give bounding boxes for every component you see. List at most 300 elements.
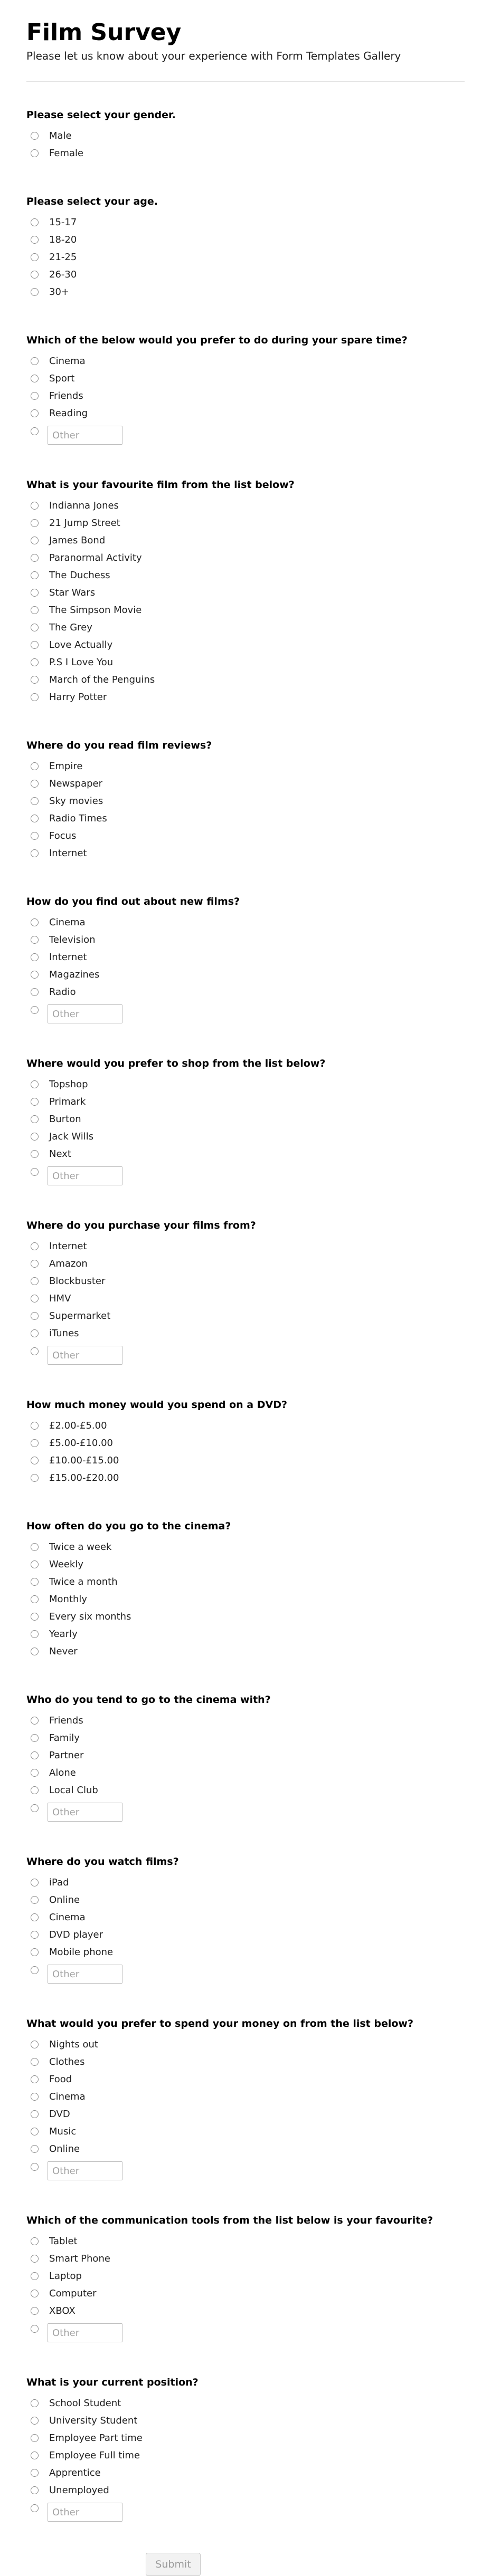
question-label: Which of the communication tools from the list below is your favourite?	[26, 2215, 433, 2226]
radio-option[interactable]	[26, 2412, 465, 2429]
radio-option-label: Male	[49, 130, 72, 141]
radio-option-label: School Student	[49, 2397, 121, 2409]
radio-option[interactable]	[26, 283, 465, 301]
radio-button[interactable]	[31, 589, 39, 597]
radio-button[interactable]	[31, 357, 39, 365]
radio-option-label: Blockbuster	[49, 1275, 106, 1287]
radio-button[interactable]	[31, 1457, 39, 1464]
radio-option-label: £5.00-£10.00	[49, 1437, 114, 1449]
radio-option-label: Family	[49, 1732, 80, 1744]
radio-option[interactable]	[26, 1093, 465, 1110]
radio-option-label: March of the Penguins	[49, 674, 155, 685]
radio-option[interactable]	[26, 2285, 465, 2302]
other-option[interactable]	[26, 422, 465, 445]
radio-button[interactable]	[31, 1422, 39, 1430]
radio-option-label: HMV	[49, 1292, 71, 1304]
radio-option[interactable]	[26, 1417, 465, 1434]
radio-option[interactable]	[26, 1909, 465, 1926]
radio-option[interactable]	[26, 2464, 465, 2482]
radio-option[interactable]	[26, 1325, 465, 1342]
radio-option[interactable]	[26, 2447, 465, 2464]
radio-option-label: Cinema	[49, 2091, 86, 2102]
radio-button[interactable]	[31, 936, 39, 944]
other-option[interactable]	[26, 1163, 465, 1186]
radio-button[interactable]	[31, 2075, 39, 2083]
question-label: How much money would you spend on a DVD?	[26, 1399, 287, 1411]
radio-option[interactable]	[26, 2482, 465, 2499]
radio-option[interactable]	[26, 1076, 465, 1093]
radio-button[interactable]	[31, 1133, 39, 1141]
radio-button[interactable]	[31, 1329, 39, 1337]
radio-option[interactable]	[26, 1591, 465, 1608]
form-subtitle: Please let us know about your experience with Form Templates Gallery	[26, 50, 401, 62]
header-divider	[26, 81, 465, 82]
radio-button[interactable]	[31, 1896, 39, 1904]
radio-option[interactable]	[26, 567, 465, 584]
radio-button[interactable]	[31, 2110, 39, 2118]
radio-button[interactable]	[31, 519, 39, 527]
radio-option-label: Food	[49, 2073, 72, 2085]
radio-button[interactable]	[31, 1613, 39, 1621]
radio-option[interactable]	[26, 532, 465, 549]
radio-option-label: 15-17	[49, 216, 77, 228]
radio-option-label: Internet	[49, 951, 87, 963]
radio-button[interactable]	[31, 2434, 39, 2442]
question-block	[26, 1498, 465, 1672]
radio-option-label: Paranormal Activity	[49, 552, 142, 563]
radio-option[interactable]	[26, 636, 465, 654]
radio-option-label: Computer	[49, 2287, 97, 2299]
radio-button[interactable]	[31, 554, 39, 562]
radio-button[interactable]	[31, 271, 39, 279]
radio-option[interactable]	[26, 1272, 465, 1290]
radio-option[interactable]	[26, 2429, 465, 2447]
radio-option-label: 18-20	[49, 234, 77, 245]
radio-option-label: Empire	[49, 760, 83, 772]
other-text-input[interactable]	[48, 1166, 122, 1185]
questions-list	[26, 87, 465, 2534]
radio-option-label: Local Club	[49, 1784, 98, 1796]
radio-option[interactable]	[26, 2123, 465, 2140]
radio-button[interactable]	[31, 762, 39, 770]
radio-option[interactable]	[26, 231, 465, 248]
question-label: How do you find out about new films?	[26, 896, 240, 907]
radio-option[interactable]	[26, 671, 465, 688]
radio-option[interactable]	[26, 1764, 465, 1782]
radio-option[interactable]	[26, 2302, 465, 2320]
radio-option-label: Topshop	[49, 1078, 88, 1090]
radio-option[interactable]	[26, 2088, 465, 2105]
radio-option-label: Internet	[49, 847, 87, 859]
radio-button[interactable]	[31, 1578, 39, 1586]
radio-option[interactable]	[26, 931, 465, 949]
question-block	[26, 2192, 465, 2354]
radio-option[interactable]	[26, 949, 465, 966]
radio-option-label: Online	[49, 2143, 80, 2154]
radio-option[interactable]	[26, 266, 465, 283]
radio-option-label: Laptop	[49, 2270, 82, 2282]
radio-option-label: Primark	[49, 1096, 86, 1107]
radio-option[interactable]	[26, 983, 465, 1001]
radio-option-label: iPad	[49, 1876, 69, 1888]
radio-button[interactable]	[31, 253, 39, 261]
radio-option[interactable]	[26, 1307, 465, 1325]
question-block	[26, 1996, 465, 2192]
radio-button[interactable]	[31, 797, 39, 805]
radio-button[interactable]	[31, 2399, 39, 2407]
radio-button[interactable]	[31, 2290, 39, 2297]
radio-option[interactable]	[26, 2250, 465, 2267]
radio-option-label: Weekly	[49, 1558, 83, 1570]
radio-option-label: Television	[49, 934, 96, 945]
radio-button[interactable]	[31, 1879, 39, 1886]
radio-option-label: Amazon	[49, 1258, 88, 1269]
other-radio-button[interactable]	[31, 1804, 39, 1812]
radio-button[interactable]	[31, 676, 39, 684]
radio-button[interactable]	[31, 693, 39, 701]
radio-option-label: The Grey	[49, 621, 92, 633]
question-label: Where do you purchase your films from?	[26, 1220, 256, 1231]
radio-option-label: Supermarket	[49, 1310, 111, 1321]
radio-option-label: XBOX	[49, 2305, 75, 2316]
radio-option-label: Apprentice	[49, 2467, 101, 2478]
other-option[interactable]	[26, 2320, 465, 2343]
radio-button[interactable]	[31, 571, 39, 579]
radio-option-label: P.S I Love You	[49, 656, 114, 668]
radio-button[interactable]	[31, 1080, 39, 1088]
radio-button[interactable]	[31, 2128, 39, 2136]
other-radio-button[interactable]	[31, 427, 39, 435]
radio-option[interactable]	[26, 966, 465, 983]
radio-option-label: 26-30	[49, 269, 77, 280]
radio-option[interactable]	[26, 1643, 465, 1660]
radio-button[interactable]	[31, 1260, 39, 1268]
radio-button[interactable]	[31, 2255, 39, 2263]
radio-option-label: Employee Full time	[49, 2449, 140, 2461]
radio-option[interactable]	[26, 127, 465, 145]
other-option[interactable]	[26, 1799, 465, 1822]
radio-button[interactable]	[31, 1913, 39, 1921]
radio-option[interactable]	[26, 584, 465, 601]
other-radio-button[interactable]	[31, 2163, 39, 2171]
radio-button[interactable]	[31, 1150, 39, 1158]
radio-button[interactable]	[31, 2417, 39, 2425]
other-radio-button[interactable]	[31, 1006, 39, 1014]
radio-button[interactable]	[31, 375, 39, 382]
radio-option[interactable]	[26, 497, 465, 514]
other-radio-button[interactable]	[31, 2325, 39, 2333]
other-text-input[interactable]	[48, 426, 122, 445]
radio-option-label: The Simpson Movie	[49, 604, 142, 616]
radio-option-label: Cinema	[49, 355, 86, 367]
radio-option[interactable]	[26, 2105, 465, 2123]
radio-option-label: The Duchess	[49, 569, 110, 581]
radio-button[interactable]	[31, 1769, 39, 1777]
radio-option-label: DVD player	[49, 1929, 103, 1940]
radio-option[interactable]	[26, 1469, 465, 1487]
radio-option-label: Smart Phone	[49, 2253, 110, 2264]
radio-option-label: Love Actually	[49, 639, 113, 650]
radio-button[interactable]	[31, 849, 39, 857]
radio-option-label: Indianna Jones	[49, 500, 119, 511]
radio-button[interactable]	[31, 1786, 39, 1794]
other-radio-button[interactable]	[31, 1168, 39, 1176]
radio-option-label: Clothes	[49, 2056, 85, 2067]
other-radio-button[interactable]	[31, 1347, 39, 1355]
other-text-input[interactable]	[48, 1965, 122, 1984]
question-label: Where do you read film reviews?	[26, 740, 212, 751]
radio-option[interactable]	[26, 2233, 465, 2250]
radio-option-label: £15.00-£20.00	[49, 1472, 119, 1483]
radio-button[interactable]	[31, 2307, 39, 2315]
radio-option[interactable]	[26, 845, 465, 862]
question-block	[26, 312, 465, 457]
radio-button[interactable]	[31, 1931, 39, 1939]
radio-option[interactable]	[26, 1625, 465, 1643]
question-label: Where do you watch films?	[26, 1856, 179, 1868]
radio-button[interactable]	[31, 2237, 39, 2245]
radio-button[interactable]	[31, 1474, 39, 1482]
question-label: Please select your age.	[26, 196, 158, 207]
radio-button[interactable]	[31, 1312, 39, 1320]
other-text-input[interactable]	[48, 1803, 122, 1822]
radio-button[interactable]	[31, 1717, 39, 1725]
radio-button[interactable]	[31, 1277, 39, 1285]
radio-option[interactable]	[26, 688, 465, 706]
radio-option[interactable]	[26, 145, 465, 162]
radio-option[interactable]	[26, 1729, 465, 1747]
radio-option-label: Employee Part time	[49, 2432, 143, 2444]
radio-option-label: Nights out	[49, 2038, 98, 2050]
radio-button[interactable]	[31, 236, 39, 244]
radio-option[interactable]	[26, 514, 465, 532]
radio-option[interactable]	[26, 1747, 465, 1764]
radio-option-label: Monthly	[49, 1593, 88, 1605]
radio-option[interactable]	[26, 1110, 465, 1128]
radio-option[interactable]	[26, 1608, 465, 1625]
other-text-input[interactable]	[48, 2161, 122, 2180]
radio-option[interactable]	[26, 775, 465, 792]
radio-option-label: Magazines	[49, 969, 100, 980]
radio-option[interactable]	[26, 914, 465, 931]
radio-option-label: Reading	[49, 407, 88, 419]
radio-button[interactable]	[31, 971, 39, 979]
radio-option[interactable]	[26, 2053, 465, 2071]
radio-button[interactable]	[31, 218, 39, 226]
radio-button[interactable]	[31, 2486, 39, 2494]
radio-button[interactable]	[31, 832, 39, 840]
radio-button[interactable]	[31, 2272, 39, 2280]
radio-option[interactable]	[26, 1128, 465, 1145]
radio-option[interactable]	[26, 370, 465, 387]
radio-button[interactable]	[31, 502, 39, 510]
radio-button[interactable]	[31, 1098, 39, 1106]
radio-button[interactable]	[31, 1115, 39, 1123]
radio-button[interactable]	[31, 1751, 39, 1759]
other-option[interactable]	[26, 2499, 465, 2522]
question-label: Which of the below would you prefer to do during your spare time?	[26, 334, 408, 346]
question-label: How often do you go to the cinema?	[26, 1520, 231, 1532]
radio-button[interactable]	[31, 2041, 39, 2048]
submit-button[interactable]: Submit	[146, 2553, 201, 2576]
question-block	[26, 1834, 465, 1996]
radio-option[interactable]	[26, 2036, 465, 2053]
question-label: What would you prefer to spend your money on from the list below?	[26, 2018, 414, 2029]
question-label: Where would you prefer to shop from the list below?	[26, 1058, 326, 1069]
radio-option[interactable]	[26, 601, 465, 619]
other-option[interactable]	[26, 1961, 465, 1984]
radio-button[interactable]	[31, 624, 39, 631]
radio-option-label: Partner	[49, 1749, 84, 1761]
radio-option-label: 21-25	[49, 251, 77, 263]
radio-option-label: Newspaper	[49, 778, 102, 789]
radio-option[interactable]	[26, 1145, 465, 1163]
radio-option-label: Cinema	[49, 1911, 86, 1923]
radio-button[interactable]	[31, 988, 39, 996]
question-block	[26, 1198, 465, 1377]
radio-option[interactable]	[26, 1943, 465, 1961]
radio-button[interactable]	[31, 1948, 39, 1956]
radio-button[interactable]	[31, 2469, 39, 2477]
radio-option-label: Internet	[49, 1240, 87, 1252]
radio-option-label: Radio Times	[49, 812, 107, 824]
radio-button[interactable]	[31, 1295, 39, 1303]
radio-button[interactable]	[31, 1630, 39, 1638]
radio-option-label: 30+	[49, 286, 69, 298]
other-text-input[interactable]	[48, 1004, 122, 1023]
radio-option[interactable]	[26, 1891, 465, 1909]
radio-option[interactable]	[26, 1782, 465, 1799]
radio-option-label: Unemployed	[49, 2484, 109, 2496]
radio-option-label: James Bond	[49, 534, 106, 546]
radio-option[interactable]	[26, 1290, 465, 1307]
radio-button[interactable]	[31, 392, 39, 400]
other-text-input[interactable]	[48, 2503, 122, 2522]
radio-option[interactable]	[26, 2140, 465, 2158]
other-text-input[interactable]	[48, 1346, 122, 1365]
radio-option[interactable]	[26, 248, 465, 266]
radio-option[interactable]	[26, 619, 465, 636]
radio-option-label: Alone	[49, 1767, 76, 1778]
radio-option-label: Online	[49, 1894, 80, 1905]
radio-option[interactable]	[26, 654, 465, 671]
radio-button[interactable]	[31, 1734, 39, 1742]
other-option[interactable]	[26, 1001, 465, 1024]
radio-button[interactable]	[31, 1242, 39, 1250]
radio-button[interactable]	[31, 780, 39, 788]
radio-option-label: Jack Wills	[49, 1131, 94, 1142]
other-radio-button[interactable]	[31, 2504, 39, 2512]
radio-option-label: Never	[49, 1645, 78, 1657]
radio-option[interactable]	[26, 1874, 465, 1891]
radio-button[interactable]	[31, 1648, 39, 1655]
question-block	[26, 1377, 465, 1498]
radio-option-label: 21 Jump Street	[49, 517, 120, 529]
radio-option[interactable]	[26, 1238, 465, 1255]
radio-option-label: Burton	[49, 1113, 81, 1125]
other-option[interactable]	[26, 2158, 465, 2181]
radio-option[interactable]	[26, 214, 465, 231]
radio-option-label: Radio	[49, 986, 76, 998]
radio-button[interactable]	[31, 2058, 39, 2066]
radio-option[interactable]	[26, 792, 465, 810]
radio-option-label: iTunes	[49, 1327, 79, 1339]
radio-option[interactable]	[26, 387, 465, 405]
radio-option[interactable]	[26, 1255, 465, 1272]
radio-option-label: £10.00-£15.00	[49, 1454, 119, 1466]
radio-button[interactable]	[31, 537, 39, 544]
radio-button[interactable]	[31, 2093, 39, 2101]
radio-option-label: Music	[49, 2125, 77, 2137]
radio-option[interactable]	[26, 352, 465, 370]
other-text-input[interactable]	[48, 2323, 122, 2342]
other-radio-button[interactable]	[31, 1966, 39, 1974]
question-label: Who do you tend to go to the cinema with?	[26, 1694, 271, 1706]
radio-option-label: Sport	[49, 372, 75, 384]
radio-button[interactable]	[31, 132, 39, 140]
radio-option[interactable]	[26, 1556, 465, 1573]
radio-option-label: Every six months	[49, 1611, 131, 1622]
radio-button[interactable]	[31, 409, 39, 417]
radio-option[interactable]	[26, 810, 465, 827]
radio-option-label: Next	[49, 1148, 71, 1160]
radio-option[interactable]	[26, 1538, 465, 1556]
radio-button[interactable]	[31, 288, 39, 296]
radio-button[interactable]	[31, 1595, 39, 1603]
radio-option-label: DVD	[49, 2108, 70, 2120]
radio-option[interactable]	[26, 1712, 465, 1729]
radio-option[interactable]	[26, 405, 465, 422]
radio-button[interactable]	[31, 641, 39, 649]
radio-option[interactable]	[26, 1573, 465, 1591]
radio-button[interactable]	[31, 1543, 39, 1551]
question-block	[26, 457, 465, 717]
radio-option-label: £2.00-£5.00	[49, 1420, 107, 1431]
radio-button[interactable]	[31, 658, 39, 666]
question-block	[26, 87, 465, 174]
question-block	[26, 1672, 465, 1834]
radio-button[interactable]	[31, 918, 39, 926]
radio-option-label: Harry Potter	[49, 691, 107, 703]
question-label: What is your current position?	[26, 2377, 199, 2388]
radio-option-label: Cinema	[49, 916, 86, 928]
radio-button[interactable]	[31, 953, 39, 961]
radio-option-label: Friends	[49, 1715, 83, 1726]
radio-option[interactable]	[26, 1452, 465, 1469]
radio-button[interactable]	[31, 1560, 39, 1568]
radio-option[interactable]	[26, 1926, 465, 1943]
radio-option-label: Focus	[49, 830, 77, 841]
other-option[interactable]	[26, 1342, 465, 1365]
question-block	[26, 174, 465, 312]
radio-option[interactable]	[26, 549, 465, 567]
radio-button[interactable]	[31, 2145, 39, 2153]
radio-option[interactable]	[26, 827, 465, 845]
question-block	[26, 2354, 465, 2534]
radio-option[interactable]	[26, 2395, 465, 2412]
radio-button[interactable]	[31, 1439, 39, 1447]
radio-button[interactable]	[31, 815, 39, 822]
radio-option-label: Mobile phone	[49, 1946, 114, 1958]
radio-option[interactable]	[26, 2267, 465, 2285]
radio-option[interactable]	[26, 1434, 465, 1452]
radio-option-label: Twice a week	[49, 1541, 112, 1553]
radio-option-label: Friends	[49, 390, 83, 401]
radio-button[interactable]	[31, 606, 39, 614]
radio-option[interactable]	[26, 2071, 465, 2088]
radio-option[interactable]	[26, 758, 465, 775]
radio-button[interactable]	[31, 149, 39, 157]
